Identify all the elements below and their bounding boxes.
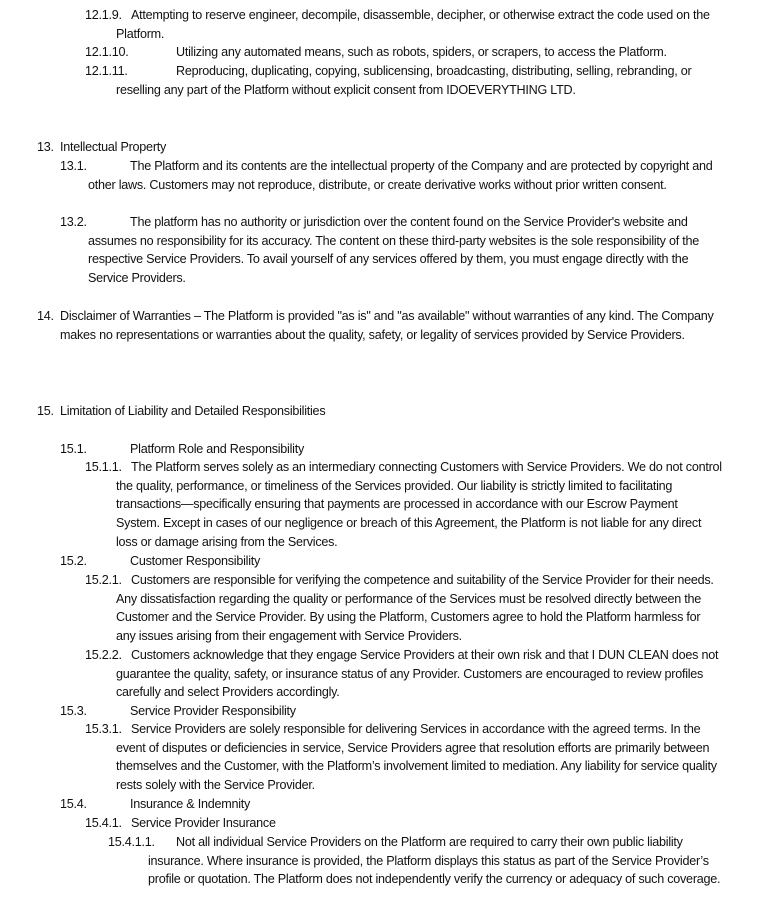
clause-number: 12.1.11. (85, 64, 128, 78)
clause-12-1-10 (85, 43, 722, 62)
clause-text: The Platform and its contents are the intellectual property of the Company and are protected by copyright and other laws. Customers may not reproduce, distribute, or create derivative works without prior written consent. (88, 159, 713, 192)
clause-text: Not all individual Service Providers on the Platform are required to carry their own public liability insurance. Where insurance is provided, the Platform displays this status as part of the Service Provider’s profile or quotation. The Platform does not independently verify the currency or adequacy of such coverage. (148, 835, 721, 887)
clause-number: 15.2.1. (85, 573, 122, 587)
clause-number: 15.4.1.1. (108, 835, 155, 849)
clause-15-3-1 (85, 720, 722, 795)
clause-number: 15.1.1. (85, 460, 122, 474)
clause-text: Reproducing, duplicating, copying, sublicensing, broadcasting, distributing, selling, rebranding, or reselling any part of the Platform without explicit consent from IDOEVERYTHING LTD. (116, 64, 692, 97)
clause-text: Disclaimer of Warranties – The Platform is provided "as is" and "as available" without warranties of any kind. The Company makes no representations or warranties about the quality, safety, or legality of services provided by Service Providers. (60, 309, 714, 342)
clause-15 (37, 402, 722, 421)
clause-text: Customer Responsibility (130, 554, 261, 568)
clause-number: 13. (37, 140, 54, 154)
clause-13 (37, 138, 722, 157)
clause-number: 15.3.1. (85, 722, 122, 736)
clause-number: 15. (37, 404, 54, 418)
clause-number: 15.4. (60, 797, 87, 811)
clause-text: Insurance & Indemnity (130, 797, 251, 811)
clause-12-1-9 (85, 6, 722, 43)
clause-15-1-1 (85, 458, 722, 552)
clause-number: 15.2. (60, 554, 87, 568)
clause-15-4-1 (85, 814, 722, 833)
clause-number: 14. (37, 309, 54, 323)
clause-text: Intellectual Property (60, 140, 167, 154)
clause-14 (37, 307, 722, 344)
clause-text: Limitation of Liability and Detailed Responsibilities (60, 404, 326, 418)
clause-15-2-1 (85, 571, 722, 646)
clause-15-2 (60, 552, 722, 571)
clause-13-1 (60, 157, 722, 194)
clause-text: The Platform serves solely as an intermediary connecting Customers with Service Providers. We do not control the quality, performance, or timeliness of the Services provided. Our liability is strictly limited to facilitating transactions—specifically ensuring that payments are processed in accordance with our Escrow Payment System. Except in cases of our negligence or breach of this Agreement, the Platform is not liable for any direct loss or damage arising from the Services. (116, 460, 722, 549)
clause-number: 13.1. (60, 159, 87, 173)
clause-text: Customers are responsible for verifying the competence and suitability of the Service Provider for their needs. Any dissatisfaction regarding the quality or performance of the Services must be resolved directly between the Customer and the Service Provider. By using the Platform, Customers agree to hold the Platform harmless for any issues arising from their engagement with Service Providers. (116, 573, 714, 644)
clause-number: 15.2.2. (85, 648, 122, 662)
clause-text: Service Provider Insurance (131, 816, 276, 830)
clause-number: 12.1.9. (85, 8, 122, 22)
clause-text: Service Provider Responsibility (130, 704, 296, 718)
clause-text: Utilizing any automated means, such as robots, spiders, or scrapers, to access the Platform. (176, 45, 667, 59)
clause-15-1 (60, 440, 722, 459)
clause-number: 15.1. (60, 442, 87, 456)
clause-number: 15.4.1. (85, 816, 122, 830)
clause-text: Platform Role and Responsibility (130, 442, 304, 456)
clause-15-2-2 (85, 646, 722, 702)
clause-15-3 (60, 702, 722, 721)
clause-13-2 (60, 213, 722, 288)
clause-15-4 (60, 795, 722, 814)
clause-text: Customers acknowledge that they engage Service Providers at their own risk and that I DUN CLEAN does not guarantee the quality, safety, or insurance status of any Provider. Customers are encouraged to review profiles carefully and select Providers accordingly. (116, 648, 719, 700)
clause-text: The platform has no authority or jurisdiction over the content found on the Service Provider's website and assumes no responsibility for its accuracy. The content on these third-party websites is the sole responsibility of the respective Service Providers. To avail yourself of any services offered by them, you must engage directly with the Service Providers. (88, 215, 699, 286)
clause-12-1-11 (85, 62, 722, 99)
clause-number: 15.3. (60, 704, 87, 718)
clause-number: 13.2. (60, 215, 87, 229)
clause-text: Service Providers are solely responsible for delivering Services in accordance with the agreed terms. In the event of disputes or deficiencies in service, Service Providers agree that resolution efforts are primarily between themselves and the Customer, with the Platform’s involvement limited to mediation. Any liability for service quality rests solely with the Service Provider. (116, 722, 717, 793)
clause-number: 12.1.10. (85, 45, 129, 59)
clause-text: Attempting to reserve engineer, decompile, disassemble, decipher, or otherwise extract the code used on the Platform. (116, 8, 710, 41)
clause-15-4-1-1 (108, 833, 722, 889)
